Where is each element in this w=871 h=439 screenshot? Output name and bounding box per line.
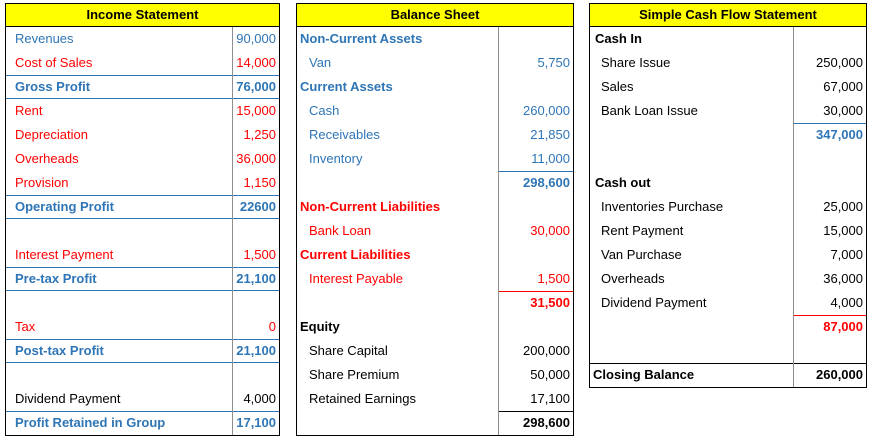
empty-cell <box>590 123 793 147</box>
interest-payment-value: 1,500 <box>232 243 279 267</box>
profit-retained-label: Profit Retained in Group <box>15 415 166 430</box>
row-interest-payment <box>6 243 279 267</box>
row-revenues <box>6 27 279 51</box>
share-premium-value: 50,000 <box>498 363 573 387</box>
row-bank-loan-issue <box>590 99 866 123</box>
balance-sheet-table <box>296 3 574 436</box>
inventories-purchase-value: 25,000 <box>793 195 866 219</box>
cash-label: Cash <box>309 103 340 118</box>
row-inventories-purchase <box>590 195 866 219</box>
row-cash-in-total <box>590 123 866 147</box>
share-premium-label: Share Premium <box>309 367 400 382</box>
van-label: Van <box>309 55 332 70</box>
blank-row <box>590 147 866 171</box>
empty-cell <box>498 195 573 219</box>
gross-profit-value: 76,000 <box>232 75 279 99</box>
row-share-capital <box>297 339 573 363</box>
dividend-payment-label: Dividend Payment <box>15 391 121 406</box>
empty-cell <box>590 339 793 363</box>
empty-cell <box>232 219 279 243</box>
assets-total-value: 298,600 <box>498 171 573 195</box>
interest-payable-label: Interest Payable <box>309 271 403 286</box>
retained-earnings-label: Retained Earnings <box>309 391 416 406</box>
row-van <box>297 51 573 75</box>
van-purchase-label: Van Purchase <box>601 247 682 262</box>
depreciation-label: Depreciation <box>15 127 88 142</box>
empty-cell <box>297 291 498 315</box>
row-equity <box>297 315 573 339</box>
tax-label: Tax <box>15 319 36 334</box>
inventory-label: Inventory <box>309 151 363 166</box>
row-pre-tax-profit <box>6 267 279 291</box>
blank-row <box>6 291 279 315</box>
row-cash-out <box>590 171 866 195</box>
share-issue-label: Share Issue <box>601 55 671 70</box>
empty-cell <box>793 171 866 195</box>
row-current-liabilities <box>297 243 573 267</box>
van-purchase-value: 7,000 <box>793 243 866 267</box>
empty-cell <box>498 315 573 339</box>
row-dividend-paid <box>590 291 866 315</box>
row-cash-in <box>590 27 866 51</box>
row-post-tax-profit <box>6 339 279 363</box>
revenues-label: Revenues <box>15 31 74 46</box>
rent-payment-label: Rent Payment <box>601 223 684 238</box>
row-van-purchase <box>590 243 866 267</box>
row-rent-payment <box>590 219 866 243</box>
rent-payment-value: 15,000 <box>793 219 866 243</box>
overheads-paid-value: 36,000 <box>793 267 866 291</box>
row-tax <box>6 315 279 339</box>
row-provision <box>6 171 279 195</box>
cash-in-total-value: 347,000 <box>793 123 866 147</box>
balance-sheet-body <box>296 27 574 436</box>
operating-profit-label: Operating Profit <box>15 199 114 214</box>
cash-value: 260,000 <box>498 99 573 123</box>
row-sales <box>590 75 866 99</box>
interest-payable-value: 1,500 <box>498 267 573 291</box>
row-retained-earnings <box>297 387 573 411</box>
overheads-paid-label: Overheads <box>601 271 665 286</box>
retained-earnings-value: 17,100 <box>498 387 573 411</box>
row-cash-out-total <box>590 315 866 339</box>
liabilities-and-equity-total-value: 298,600 <box>498 411 573 435</box>
row-receivables <box>297 123 573 147</box>
overheads-value: 36,000 <box>232 147 279 171</box>
dividend-payment-value: 4,000 <box>232 387 279 411</box>
row-assets-total <box>297 171 573 195</box>
bank-loan-issue-value: 30,000 <box>793 99 866 123</box>
empty-cell <box>297 411 498 435</box>
blank-row <box>6 363 279 387</box>
receivables-label: Receivables <box>309 127 380 142</box>
row-non-current-liabilities <box>297 195 573 219</box>
post-tax-profit-value: 21,100 <box>232 339 279 363</box>
row-share-issue <box>590 51 866 75</box>
balance-sheet-title: Balance Sheet <box>296 3 574 27</box>
income-statement-table <box>5 3 280 436</box>
pre-tax-profit-label: Pre-tax Profit <box>15 271 97 286</box>
cost-of-sales-label: Cost of Sales <box>15 55 93 70</box>
row-bank-loan <box>297 219 573 243</box>
operating-profit-value: 22600 <box>232 195 279 219</box>
tax-value: 0 <box>232 315 279 339</box>
row-cost-of-sales <box>6 51 279 75</box>
bank-loan-label: Bank Loan <box>309 223 372 238</box>
provision-label: Provision <box>15 175 69 190</box>
row-liabilities-and-equity-total <box>297 411 573 435</box>
row-rent <box>6 99 279 123</box>
bank-loan-value: 30,000 <box>498 219 573 243</box>
share-capital-value: 200,000 <box>498 339 573 363</box>
row-gross-profit <box>6 75 279 99</box>
non-current-liabilities-heading: Non-Current Liabilities <box>300 199 441 214</box>
empty-cell <box>498 27 573 51</box>
gross-profit-label: Gross Profit <box>15 79 91 94</box>
income-statement-title: Income Statement <box>5 3 280 27</box>
empty-cell <box>232 363 279 387</box>
row-interest-payable <box>297 267 573 291</box>
sales-value: 67,000 <box>793 75 866 99</box>
empty-cell <box>793 147 866 171</box>
row-closing-balance <box>590 363 866 387</box>
van-value: 5,750 <box>498 51 573 75</box>
cash-out-heading: Cash out <box>595 175 651 190</box>
row-operating-profit <box>6 195 279 219</box>
revenues-value: 90,000 <box>232 27 279 51</box>
empty-cell <box>232 291 279 315</box>
cash-flow-title: Simple Cash Flow Statement <box>589 3 867 27</box>
cash-flow-body <box>589 27 867 388</box>
dividend-paid-label: Dividend Payment <box>601 295 707 310</box>
cost-of-sales-value: 14,000 <box>232 51 279 75</box>
current-assets-heading: Current Assets <box>300 79 393 94</box>
row-non-current-assets <box>297 27 573 51</box>
row-inventory <box>297 147 573 171</box>
empty-cell <box>590 315 793 339</box>
cash-flow-table <box>589 3 867 388</box>
sales-label: Sales <box>601 79 634 94</box>
blank-row <box>6 219 279 243</box>
share-capital-label: Share Capital <box>309 343 388 358</box>
inventory-value: 11,000 <box>498 147 573 171</box>
interest-payment-label: Interest Payment <box>15 247 114 262</box>
income-statement-body <box>5 27 280 436</box>
row-overheads <box>6 147 279 171</box>
closing-balance-label: Closing Balance <box>593 367 695 382</box>
depreciation-value: 1,250 <box>232 123 279 147</box>
empty-cell <box>793 27 866 51</box>
empty-cell <box>498 75 573 99</box>
row-profit-retained-in-group <box>6 411 279 435</box>
row-share-premium <box>297 363 573 387</box>
closing-balance-value: 260,000 <box>793 363 866 387</box>
row-depreciation <box>6 123 279 147</box>
empty-cell <box>590 147 793 171</box>
share-issue-value: 250,000 <box>793 51 866 75</box>
blank-row <box>590 339 866 363</box>
provision-value: 1,150 <box>232 171 279 195</box>
empty-cell <box>793 339 866 363</box>
current-liabilities-heading: Current Liabilities <box>300 247 411 262</box>
empty-cell <box>498 243 573 267</box>
pre-tax-profit-value: 21,100 <box>232 267 279 291</box>
row-liabilities-total <box>297 291 573 315</box>
empty-cell <box>6 363 232 387</box>
bank-loan-issue-label: Bank Loan Issue <box>601 103 698 118</box>
row-overheads-paid <box>590 267 866 291</box>
rent-label: Rent <box>15 103 43 118</box>
cash-in-heading: Cash In <box>595 31 642 46</box>
cash-out-total-value: 87,000 <box>793 315 866 339</box>
post-tax-profit-label: Post-tax Profit <box>15 343 104 358</box>
overheads-label: Overheads <box>15 151 79 166</box>
liabilities-total-value: 31,500 <box>498 291 573 315</box>
empty-cell <box>6 219 232 243</box>
empty-cell <box>6 291 232 315</box>
dividend-paid-value: 4,000 <box>793 291 866 315</box>
equity-heading: Equity <box>300 319 340 334</box>
row-dividend-payment <box>6 387 279 411</box>
profit-retained-value: 17,100 <box>232 411 279 435</box>
row-current-assets <box>297 75 573 99</box>
rent-value: 15,000 <box>232 99 279 123</box>
inventories-purchase-label: Inventories Purchase <box>601 199 724 214</box>
receivables-value: 21,850 <box>498 123 573 147</box>
row-cash <box>297 99 573 123</box>
non-current-assets-heading: Non-Current Assets <box>300 31 423 46</box>
empty-cell <box>297 171 498 195</box>
